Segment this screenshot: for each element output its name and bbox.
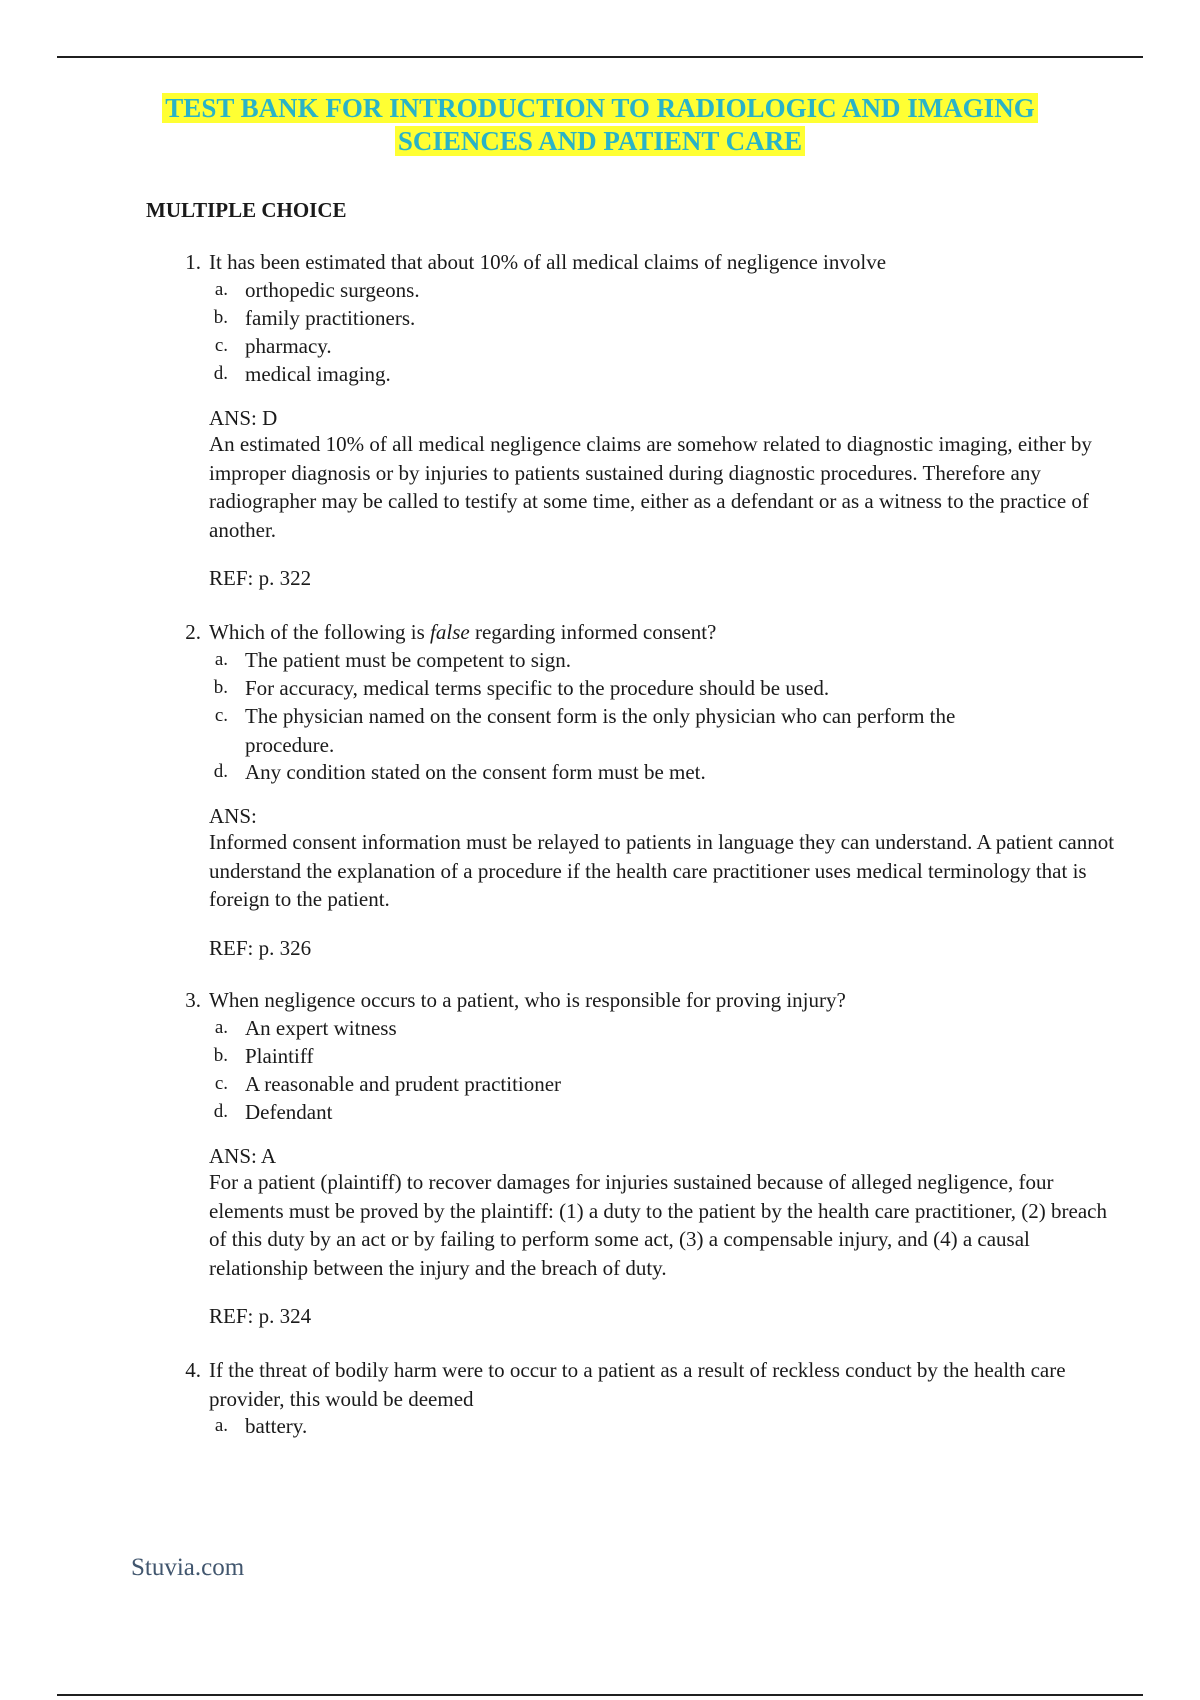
- question-3-answer: ANS: A: [209, 1144, 277, 1168]
- option-text: battery.: [245, 1414, 308, 1438]
- top-rule: [57, 56, 1143, 58]
- question-text: If the threat of bodily harm were to occur to a patient as a result of reckless conduct by the health care provider, this would be deemed: [209, 1358, 1066, 1411]
- stem-text-before: Which of the following is: [209, 620, 431, 644]
- question-text: [209, 618, 1129, 647]
- option-letter: b.: [213, 677, 228, 698]
- option-letter: d.: [213, 363, 228, 384]
- question-2-rationale: Informed consent information must be relayed to patients in language they can understand. A patient cannot understand the explanation of a procedure if the health care practitioner uses medical terminology that is foreign to the patient.: [209, 830, 1115, 911]
- option-text: medical imaging.: [245, 362, 391, 386]
- question-number: 3.: [185, 988, 201, 1012]
- option-text: An expert witness: [245, 1016, 397, 1040]
- option-letter: d.: [213, 1101, 228, 1122]
- option-text: pharmacy.: [245, 334, 332, 358]
- footer-watermark: Stuvia.com: [131, 1554, 245, 1581]
- option-text: For accuracy, medical terms specific to the procedure should be used.: [245, 676, 830, 700]
- document-title: [0, 92, 1200, 158]
- question-1-rationale: An estimated 10% of all medical negligence claims are somehow related to diagnostic imaging, either by improper diagnosis or by injuries to patients sustained during diagnostic procedures. Therefore any radiographer may be called to testify at some time, either as a defendant or as a witness to the practice of another.: [209, 432, 1092, 542]
- title-line-1: TEST BANK FOR INTRODUCTION TO RADIOLOGIC AND IMAGING: [162, 93, 1037, 123]
- option-letter: c.: [214, 705, 228, 726]
- option-letter: a.: [214, 279, 228, 300]
- option-letter: b.: [213, 1045, 228, 1066]
- question-number: 2.: [185, 620, 201, 644]
- option-letter: a.: [214, 1415, 228, 1436]
- option-letter: a.: [214, 649, 228, 670]
- option-text: A reasonable and prudent practitioner: [245, 1072, 562, 1096]
- option-letter: c.: [214, 1073, 228, 1094]
- option-text: Defendant: [245, 1100, 333, 1124]
- question-text: It has been estimated that about 10% of all medical claims of negligence involve: [209, 250, 887, 274]
- option-letter: b.: [213, 307, 228, 328]
- bottom-rule: [57, 1694, 1143, 1696]
- question-2-reference: REF: p. 326: [209, 936, 312, 960]
- stem-text-after: regarding informed consent?: [469, 620, 717, 644]
- question-3-reference: REF: p. 324: [209, 1304, 312, 1328]
- option-text: Any condition stated on the consent form must be met.: [245, 760, 706, 784]
- question-2-answer: ANS:: [209, 804, 257, 828]
- title-line-2: SCIENCES AND PATIENT CARE: [395, 126, 805, 156]
- option-text: Plaintiff: [245, 1044, 314, 1068]
- question-text: When negligence occurs to a patient, who is responsible for proving injury?: [209, 988, 846, 1012]
- section-heading: MULTIPLE CHOICE: [146, 198, 347, 222]
- option-text: orthopedic surgeons.: [245, 278, 420, 302]
- option-letter: d.: [213, 761, 228, 782]
- question-3-rationale: For a patient (plaintiff) to recover damages for injuries sustained because of alleged negligence, four elements must be proved by the plaintiff: (1) a duty to the patient by the health care practitioner, (2) breach of this duty by an act or by failing to perform some act, (3) a compensable injury, and (4) a causal relationship between the injury and the breach of duty.: [209, 1170, 1107, 1280]
- question-1-answer: ANS: D: [209, 406, 278, 430]
- option-letter: c.: [214, 335, 228, 356]
- option-text: The patient must be competent to sign.: [245, 648, 572, 672]
- question-number: 4.: [185, 1358, 201, 1382]
- option-text: The physician named on the consent form is the only physician who can perform the procedure.: [245, 704, 956, 757]
- question-number: 1.: [185, 250, 201, 274]
- stem-emphasis: false: [430, 620, 470, 644]
- option-text: family practitioners.: [245, 306, 416, 330]
- option-letter: a.: [214, 1017, 228, 1038]
- question-1-reference: REF: p. 322: [209, 566, 312, 590]
